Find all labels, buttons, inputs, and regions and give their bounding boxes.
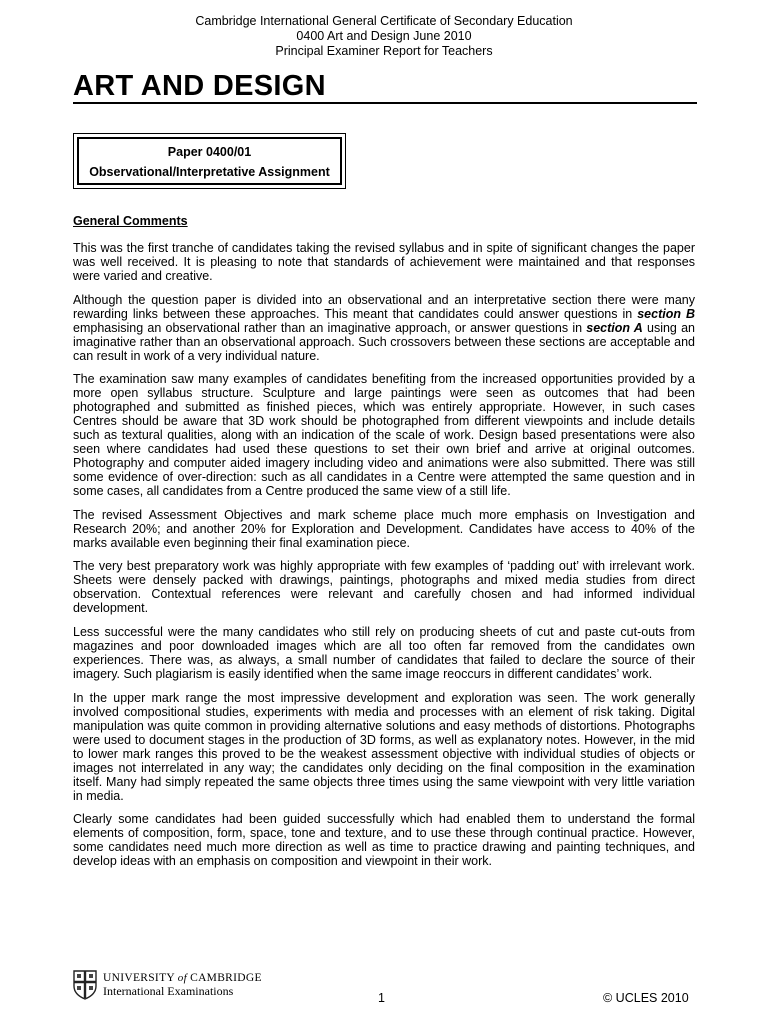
section-b-ref: section B — [637, 306, 695, 321]
header-exam-session: 0400 Art and Design June 2010 — [296, 29, 472, 43]
logo-subtitle: International Examinations — [103, 984, 234, 998]
report-body — [73, 241, 695, 878]
section-heading: General Comments — [73, 214, 188, 228]
crest-icon — [73, 970, 97, 1000]
paragraph-2-part-c: emphasising an observational rather than an imaginative approach, or answer questions in — [73, 320, 587, 335]
paper-box — [73, 133, 346, 189]
copyright-notice: © UCLES 2010 — [603, 991, 689, 1005]
paper-number: Paper 0400/01 — [167, 145, 252, 159]
title-divider — [73, 102, 697, 104]
header-report-type: Principal Examiner Report for Teachers — [275, 44, 493, 58]
page-title: ART AND DESIGN — [73, 70, 326, 102]
paper-subtitle: Observational/Interpretative Assignment — [89, 165, 330, 179]
paragraph-6: Less successful were the many candidates who still rely on producing sheets of cut and paste cut-outs from magazines and poor downloaded images which are all too often far removed from the candidates own experiences. There was, as always, a small number of candidates that failed to declare the source of their imagery. Such plagiarism is easily identified when the same image reoccurs in different candidates’ work. — [73, 624, 695, 681]
paragraph-2-part-e: using an imaginative rather than an observational approach. Such crossovers between these sections are acceptable and can result in work of a very individual nature. — [73, 320, 695, 363]
header-qualification: Cambridge International General Certificate of Secondary Education — [195, 14, 573, 28]
paragraph-1: This was the first tranche of candidates taking the revised syllabus and in spite of significant changes the paper was well received. It is pleasing to note that standards of achievement were maintained and that responses were varied and creative. — [73, 241, 695, 283]
paragraph-2-part-a: Although the question paper is divided into an observational and an interpretative section there were many rewarding links between these approaches. This meant that candidates could answer questions in — [73, 292, 695, 321]
cambridge-logo — [73, 970, 262, 1000]
paragraph-4: The revised Assessment Objectives and mark scheme place much more emphasis on Investigation and Research 20%; and another 20% for Exploration and Development. Candidates have access to 40% of the marks available even beginning their final examination piece. — [73, 507, 695, 550]
logo-university-line: UNIVERSITY of CAMBRIDGE — [103, 972, 262, 984]
paper-box-inner — [77, 137, 342, 185]
page-number: 1 — [378, 991, 385, 1005]
section-a-ref: section A — [586, 320, 643, 335]
document-header — [0, 14, 768, 59]
paragraph-2 — [73, 293, 695, 363]
paragraph-5: The very best preparatory work was highly appropriate with few examples of ‘padding out’ with irrelevant work. Sheets were densely packed with drawings, paintings, photographs and mixed media studies from direct observation. Contextual references were relevant and carefully chosen and had informed individual development. — [73, 559, 695, 616]
paragraph-8: Clearly some candidates had been guided successfully which had enabled them to understand the formal elements of composition, form, space, tone and texture, and to use these through continual practice. However, some candidates need much more direction as well as time to practice drawing and painting techniques, and develop ideas with an emphasis on composition and viewpoint in their work. — [73, 812, 695, 869]
paragraph-3: The examination saw many examples of candidates benefiting from the increased opportunities provided by a more open syllabus structure. Sculpture and large paintings were seen as outcomes that had been photographed and submitted as finished pieces, which was entirely appropriate. However, in such cases Centres should be aware that 3D work should be photographed from different viewpoints and include details such as textural qualities, along with an indication of the scale of work. Design based presentations were also seen where candidates had used these questions to set their own brief and arrive at original outcomes. Photography and computer aided imagery including video and animations were also submitted. There was still some evidence of over-direction: such as all candidates in a Centre were attempted the same question and in some cases, all candidates from a Centre produced the same view of a still life. — [73, 372, 695, 499]
paragraph-7: In the upper mark range the most impressive development and exploration was seen. The work generally involved compositional studies, experiments with media and processes with an element of risk taking. Digital manipulation was quite common in providing alternative solutions and easy methods of distortions. Photographs were used to document stages in the production of 3D forms, as well as explanatory notes. However, in the mid to lower mark ranges this proved to be the weakest assessment objective with individual studies of objects or images not interrelated in any way; the candidates only deciding on the final composition in the examination itself. Many had simply repeated the same objects three times using the same viewpoint with very little variation in media. — [73, 690, 695, 803]
